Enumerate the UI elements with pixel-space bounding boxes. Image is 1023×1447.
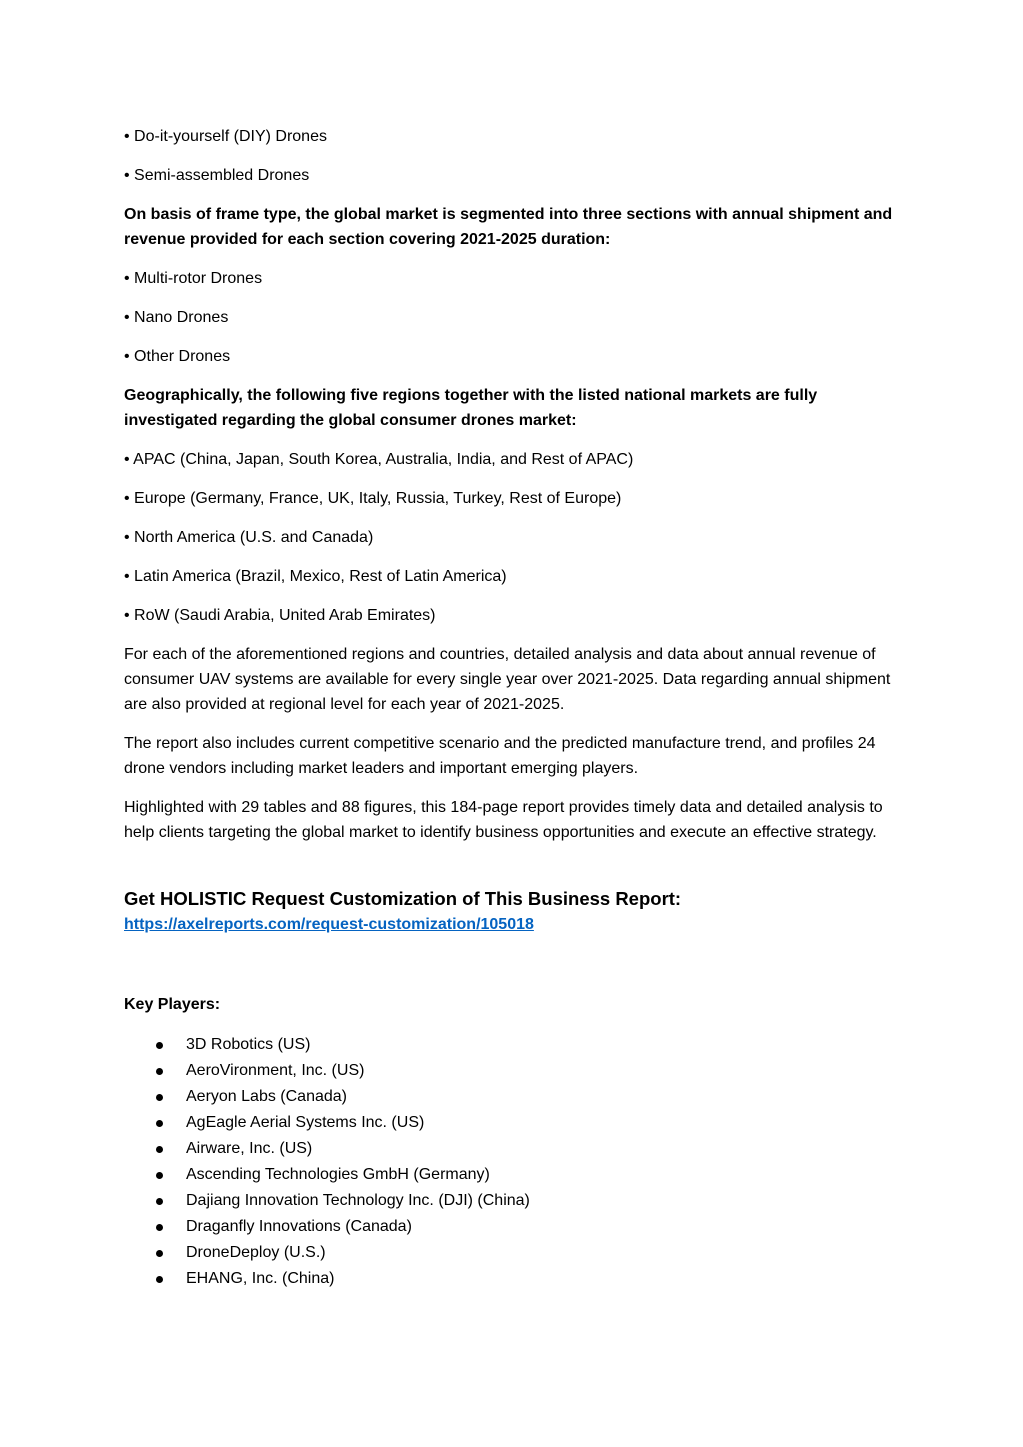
list-item <box>124 1058 899 1084</box>
key-players-list <box>124 1032 899 1292</box>
frame-item-semi-assembled: • Semi-assembled Drones <box>124 167 310 184</box>
bullet-icon <box>156 1042 163 1049</box>
player-name: Airware, Inc. (US) <box>186 1140 313 1157</box>
frame-type-item-nano: • Nano Drones <box>124 309 229 326</box>
frame-type-heading: On basis of frame type, the global market is segmented into three sections with annual shipment and revenue provided for each section covering 2021-2025 duration: <box>124 206 893 248</box>
bullet-icon <box>156 1146 163 1153</box>
player-name: Dajiang Innovation Technology Inc. (DJI) (China) <box>186 1192 530 1209</box>
geo-item-row: • RoW (Saudi Arabia, United Arab Emirates) <box>124 607 436 624</box>
geo-item-latin-america: • Latin America (Brazil, Mexico, Rest of Latin America) <box>124 568 507 585</box>
list-item <box>124 1032 899 1058</box>
key-players-title: Key Players: <box>124 996 221 1013</box>
bullet-icon <box>156 1224 163 1231</box>
geo-item-europe: • Europe (Germany, France, UK, Italy, Russia, Turkey, Rest of Europe) <box>124 490 622 507</box>
bullet-icon <box>156 1198 163 1205</box>
player-name: Ascending Technologies GmbH (Germany) <box>186 1166 490 1183</box>
list-item <box>124 1214 899 1240</box>
bullet-icon <box>156 1276 163 1283</box>
frame-item-diy: • Do-it-yourself (DIY) Drones <box>124 128 327 145</box>
paragraph-regional-analysis: For each of the aforementioned regions and countries, detailed analysis and data about annual revenue of consumer UAV systems are available for every single year over 2021-2025. Data regarding annual shipment are also provided at regional level for each year of 2021-2025. <box>124 646 891 713</box>
bullet-icon <box>156 1172 163 1179</box>
list-item <box>124 1136 899 1162</box>
paragraph-report-highlights: Highlighted with 29 tables and 88 figures, this 184-page report provides timely data and detailed analysis to help clients targeting the global market to identify business opportunities and execute an effective strategy. <box>124 799 883 841</box>
customization-link[interactable]: https://axelreports.com/request-customization/105018 <box>124 916 534 933</box>
list-item <box>124 1240 899 1266</box>
player-name: AgEagle Aerial Systems Inc. (US) <box>186 1114 425 1131</box>
frame-type-item-multirotor: • Multi-rotor Drones <box>124 270 263 287</box>
bullet-icon <box>156 1094 163 1101</box>
player-name: Draganfly Innovations (Canada) <box>186 1218 412 1235</box>
geo-heading: Geographically, the following five regions together with the listed national markets are fully investigated regarding the global consumer drones market: <box>124 387 818 429</box>
player-name: 3D Robotics (US) <box>186 1036 311 1053</box>
frame-type-item-other: • Other Drones <box>124 348 231 365</box>
cta-heading: Get HOLISTIC Request Customization of This Business Report: <box>124 888 682 909</box>
bullet-icon <box>156 1250 163 1257</box>
paragraph-competitive-scenario: The report also includes current competitive scenario and the predicted manufacture trend, and profiles 24 drone vendors including market leaders and important emerging players. <box>124 735 876 777</box>
geo-item-north-america: • North America (U.S. and Canada) <box>124 529 374 546</box>
player-name: DroneDeploy (U.S.) <box>186 1244 326 1261</box>
bullet-icon <box>156 1068 163 1075</box>
list-item <box>124 1188 899 1214</box>
player-name: AeroVironment, Inc. (US) <box>186 1062 365 1079</box>
list-item <box>124 1162 899 1188</box>
list-item <box>124 1266 899 1292</box>
list-item <box>124 1084 899 1110</box>
player-name: Aeryon Labs (Canada) <box>186 1088 347 1105</box>
geo-item-apac: • APAC (China, Japan, South Korea, Australia, India, and Rest of APAC) <box>124 451 634 468</box>
page-content <box>124 124 899 1292</box>
bullet-icon <box>156 1120 163 1127</box>
player-name: EHANG, Inc. (China) <box>186 1270 335 1287</box>
list-item <box>124 1110 899 1136</box>
